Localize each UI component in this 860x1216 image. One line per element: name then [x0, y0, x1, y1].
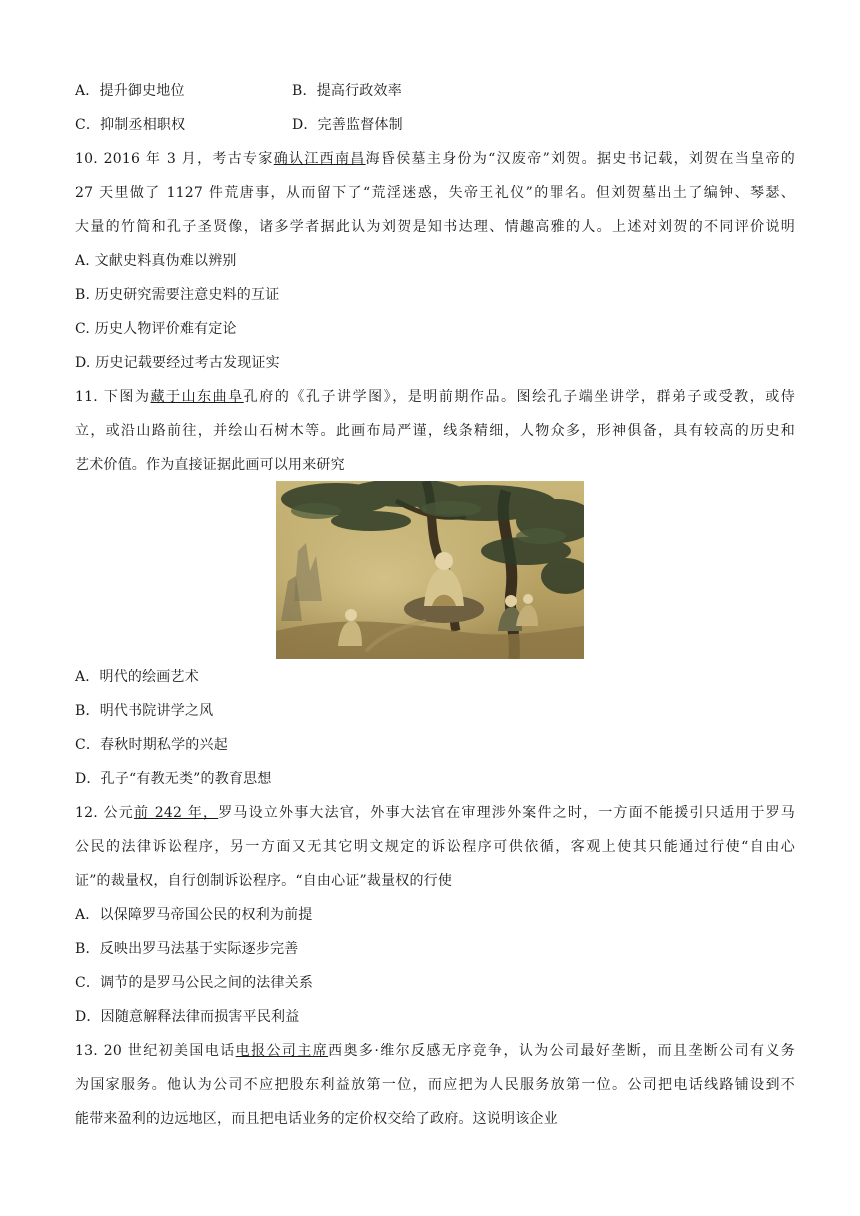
- q12-option-b: B．反映出罗马法基于实际逐步完善: [75, 941, 299, 957]
- q11-option-d: D．孔子“有教无类”的教育思想: [75, 771, 272, 787]
- q11-stem-text-b: 孔府的《孔子讲学图》，是明前期作品。图绘孔子端坐讲学，群弟子或受教，或侍: [243, 389, 795, 405]
- q12-option-a: A．以保障罗马帝国公民的权利为前提: [75, 907, 313, 923]
- q13-stem-line-2: 为国家服务。他认为公司不应把股东利益放第一位，而应把为人民服务放第一位。公司把电话线路铺设到不: [75, 1077, 795, 1093]
- q11-stem-text-a: 11. 下图为: [75, 389, 151, 405]
- q12-stem-line-3: 证”的裁量权，自行创制诉讼程序。“自由心证”裁量权的行使: [75, 873, 453, 889]
- q10-option-b: B. 历史研究需要注意史料的互证: [75, 287, 280, 303]
- q12-option-d: D．因随意解释法律而损害平民利益: [75, 1009, 300, 1025]
- q11-stem-line-3: 艺术价值。作为直接证据此画可以用来研究: [75, 457, 345, 473]
- q10-stem-text-b: 海昏侯墓主身份为“汉废帝”刘贺。据史书记载，刘贺在当皇帝的: [365, 151, 795, 167]
- q12-underlined-text: 前 242 年，: [133, 805, 219, 821]
- q10-stem-line-2: 27 天里做了 1127 件荒唐事，从而留下了“荒淫迷惑，失帝王礼仪”的罪名。但刘贺墓出土了编钟、琴瑟、: [75, 185, 795, 201]
- q10-option-a: A. 文献史料真伪难以辨别: [75, 253, 237, 269]
- q13-stem-text-a: 13. 20 世纪初美国电话: [75, 1043, 236, 1059]
- q11-stem-line-1: [75, 387, 795, 407]
- q10-underlined-text: 确认江西南昌: [273, 151, 366, 167]
- q9-option-a: A．提升御史地位: [75, 83, 185, 99]
- q11-stem-line-2: 立，或沿山路前往，并绘山石树木等。此画布局严谨，线条精细，人物众多，形神俱备，具有较高的历史和: [75, 423, 795, 439]
- q12-option-c: C．调节的是罗马公民之间的法律关系: [75, 975, 314, 991]
- q10-option-d: D. 历史记载要经过考古发现证实: [75, 355, 280, 371]
- q9-option-row-1: [75, 81, 795, 101]
- q11-option-b: B．明代书院讲学之风: [75, 703, 214, 719]
- q13-stem-line-1: [75, 1041, 795, 1061]
- q9-option-b: B．提高行政效率: [292, 83, 402, 99]
- q9-option-row-2: [75, 115, 795, 135]
- q12-stem-line-2: 公民的法律诉讼程序，另一方面又无其它明文规定的诉讼程序可供依循，客观上使其只能通过行使“自由心: [75, 839, 795, 855]
- q11-option-a: A．明代的绘画艺术: [75, 669, 199, 685]
- q10-stem-text-a: 10. 2016 年 3 月，考古专家: [75, 151, 274, 167]
- q10-stem-line-3: 大量的竹简和孔子圣贤像，诸多学者据此认为刘贺是知书达理、情趣高雅的人。上述对刘贺的不同评价说明: [75, 219, 795, 235]
- q13-stem-line-3: 能带来盈利的边远地区，而且把电话业务的定价权交给了政府。这说明该企业: [75, 1111, 558, 1127]
- q13-underlined-text: 电报公司主席: [235, 1043, 329, 1059]
- q10-stem-line-1: [75, 149, 795, 169]
- q10-option-c: C. 历史人物评价难有定论: [75, 321, 237, 337]
- q9-option-d: D．完善监督体制: [292, 117, 403, 133]
- q12-stem-line-1: [75, 803, 795, 823]
- q11-option-c: C．春秋时期私学的兴起: [75, 737, 228, 753]
- confucius-teaching-painting: [276, 481, 584, 659]
- q13-stem-text-b: 西奥多·维尔反感无序竞争，认为公司最好垄断，而且垄断公司有义务: [328, 1043, 795, 1059]
- q9-option-c: C．抑制丞相职权: [75, 117, 186, 133]
- q11-underlined-text: 藏于山东曲阜: [150, 389, 244, 405]
- q12-stem-text-a: 12. 公元: [75, 805, 134, 821]
- q12-stem-text-b: 罗马设立外事大法官，外事大法官在审理涉外案件之时，一方面不能援引只适用于罗马: [218, 805, 795, 821]
